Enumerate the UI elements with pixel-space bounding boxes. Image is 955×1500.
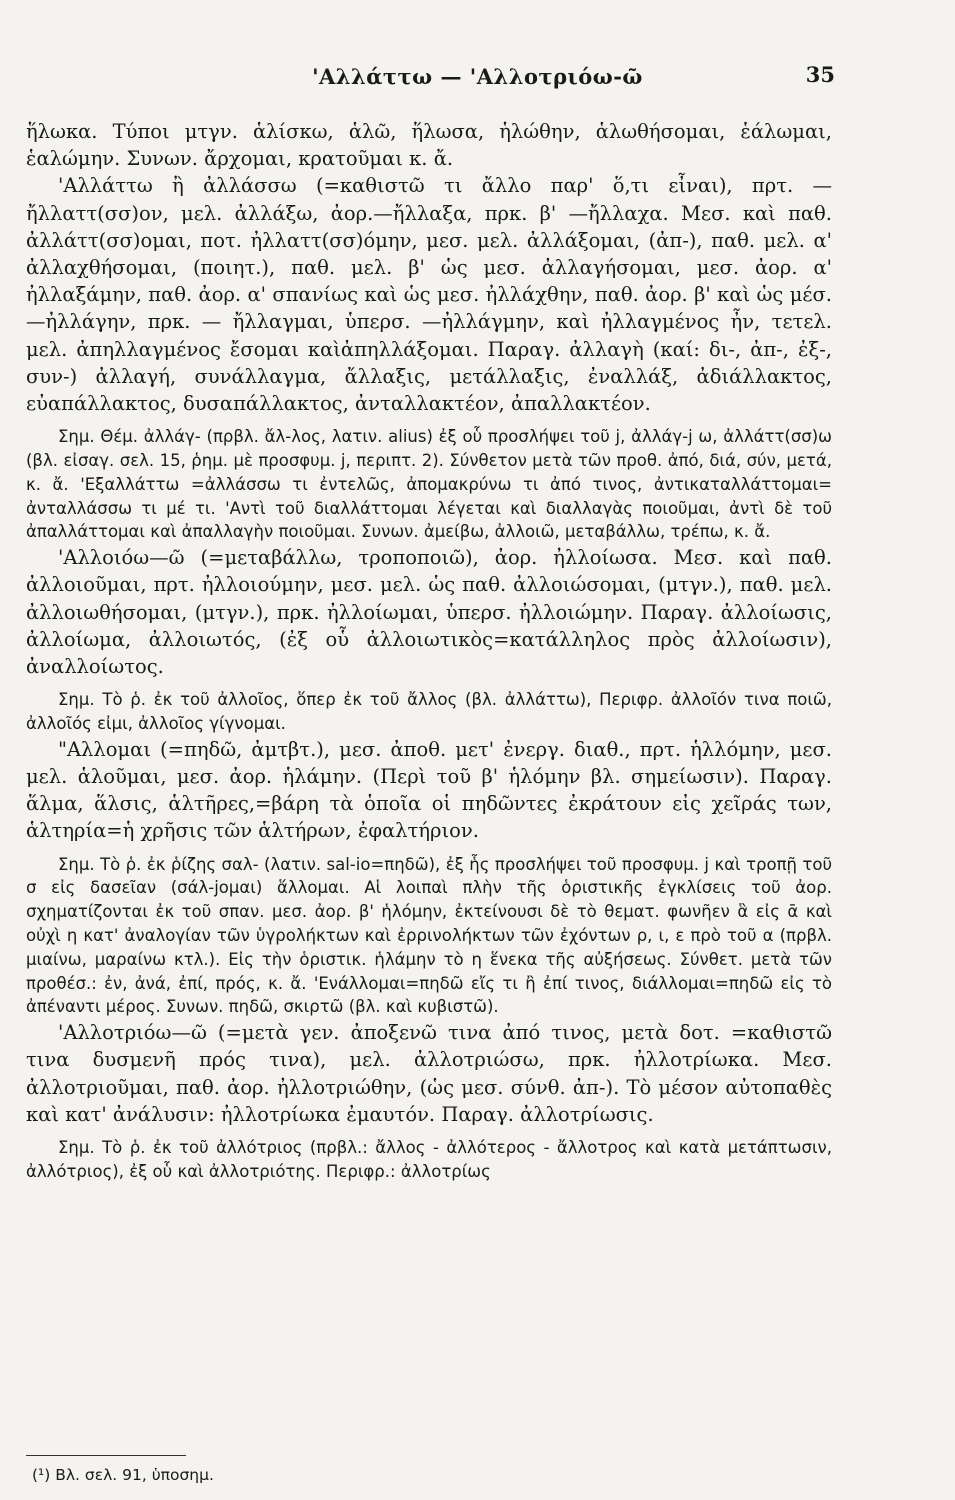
note-allomai: Σημ. Τὸ ῥ. ἐκ ῥίζης σαλ- (λατιν. sal-io=πηδῶ), ἐξ ἧς προσλήψει τοῦ προσφυμ. j καὶ τροπῇ τοῦ σ εἰς δασεῖαν (σάλ-jομαι) ἅλλομαι. Αἱ λοιπαὶ πλὴν τῆς ὁριστικῆς ἐγκλίσεις τοῦ ἀορ. σχηματίζονται ἐκ τοῦ σπαν. μεσ. ἀορ. β' ἡλόμην, ἐκτείνουσι δὲ τὸ θεματ. φωνῆεν ἃ εἰς ᾱ καὶ οὐχὶ η κατ' ἀναλογίαν τῶν ὑγρολήκτων καὶ ἐρρινολήκτων τῶν ἐχόντων ρ, ι, ε πρὸ τοῦ α (πρβλ. μιαίνω, μαραίνω κτλ.). Εἰς τὴν ὁριστικ. ἡλάμην τὸ η ἕνεκα τῆς αὐξήσεως. Σύνθετ. μετὰ τῶν προθέσ.: ἐν, ἀνά, ἐπί, πρός, κ. ἄ. 'Ενάλλομαι=πηδῶ εἴς τι ἢ ἐπί τινος, διάλλομαι=πηδῶ εἰς τὸ ἀπέναντι μέρος. Συνων. πηδῶ, σκιρτῶ (βλ. καὶ κυβιστῶ). <box>26 854 832 1017</box>
entry-allatto: 'Αλλάττω ἢ ἀλλάσσω (=καθιστῶ τι ἄλλο παρ' ὅ,τι εἶναι), πρτ. —ἤλλαττ(σσ)ον, μελ. ἀλλάξω, ἀορ.—ἤλλαξα, πρκ. β' —ἤλλαχα. Μεσ. καὶ παθ. ἀλλάττ(σσ)ομαι, ποτ. ἠλλαττ(σσ)όμην, μεσ. μελ. ἀλλάξομαι, (ἀπ-), παθ. μελ. α' ἀλλαχθήσομαι, (ποιητ.), παθ. μελ. β' ὡς μεσ. ἀλλαγήσομαι, μεσ. ἀορ. α' ἠλλαξάμην, παθ. ἀορ. α' σπανίως καὶ ὡς μεσ. ἠλλάχθην, παθ. ἀορ. β' καὶ ὡς μέσ.—ἠλλάγην, πρκ. — ἤλλαγμαι, ὑπερσ. —ἠλλάγμην, καὶ ἠλλαγμένος ἦν, τετελ. μελ. ἀπηλλαγμένος ἔσομαι καὶἀπηλλάξομαι. Παραγ. ἀλλαγὴ (καί: δι-, ἀπ-, ἐξ-, συν-) ἀλλαγή, συνάλλαγμα, ἄλλαξις, μετάλλαξις, ἐναλλάξ, ἀδιάλλακτος, εὐαπάλλακτος, δυσαπάλλακτος, ἀνταλλακτέον, ἀπαλλακτέον. <box>26 174 832 416</box>
entry-allomai: "Αλλομαι (=πηδῶ, ἀμτβτ.), μεσ. ἀποθ. μετ' ἐνεργ. διαθ., πρτ. ἡλλόμην, μεσ. μελ. ἁλοῦμαι, μεσ. ἀορ. ἡλάμην. (Περὶ τοῦ β' ἡλόμην βλ. σημείωσιν). Παραγ. ἅλμα, ἅλσις, ἁλτῆρες,=βάρη τὰ ὁποῖα οἱ πηδῶντες ἐκράτουν εἰς χεῖράς των, ἁλτηρία=ἡ χρῆσις τῶν ἁλτήρων, ἐφαλτήριον. <box>26 737 832 843</box>
page-number: 35 <box>805 62 835 87</box>
entry-allotrioo: 'Αλλοτριόω—ῶ (=μετὰ γεν. ἀποξενῶ τινα ἀπό τινος, μετὰ δοτ. =καθιστῶ τινα δυσμενῆ πρός τινα), μελ. ἀλλοτριώσω, πρκ. ἠλλοτρίωκα. Μεσ. ἀλλοτριοῦμαι, παθ. ἀορ. ἠλλοτριώθην, (ὡς μεσ. σύνθ. ἀπ-). Τὸ μέσον αὐτοπαθὲς καὶ κατ' ἀνάλυσιν: ἠλλοτρίωκα ἐμαυτόν. Παραγ. ἀλλοτρίωσις. <box>26 1021 832 1126</box>
note-allatto: Σημ. Θέμ. ἀλλάγ- (πρβλ. ἄλ-λος, λατιν. alius) ἐξ οὗ προσλήψει τοῦ j, ἀλλάγ-j ω, ἀλλάττ(σσ)ω (βλ. εἰσαγ. σελ. 15, ῥημ. μὲ προσφυμ. j, περιπτ. 2). Σύνθετον μετὰ τῶν προθ. ἀπό, διά, σύν, μετά, κ. ἄ. 'Εξαλλάττω =ἀλλάσσω τι ἐντελῶς, ἀπομακρύνω τι ἀπό τινος, ἀντικαταλλάττομαι= ἀνταλλάσσω τι μέ τι. 'Αντὶ τοῦ διαλλάττομαι λέγεται καὶ διαλλαγὰς ποιοῦμαι, ἀντὶ δὲ τοῦ ἀπαλλάττομαι καὶ ἀπαλλαγὴν ποιοῦμαι. Συνων. ἀμείβω, ἀλλοιῶ, μεταβάλλω, τρέπω, κ. ἄ. <box>26 427 832 542</box>
entry-alloioo: 'Αλλοιόω—ῶ (=μεταβάλλω, τροποποιῶ), ἀορ. ἠλλοίωσα. Μεσ. καὶ παθ. ἀλλοιοῦμαι, πρτ. ἠλλοιούμην, μεσ. μελ. ὡς παθ. ἀλλοιώσομαι, (μτγν.), παθ. μελ. ἀλλοιωθήσομαι, (μτγν.), πρκ. ἠλλοίωμαι, ὑπερσ. ἠλλοιώμην. Παραγ. ἀλλοίωσις, ἀλλοίωμα, ἀλλοιωτός, (ἐξ οὗ ἀλλοιωτικὸς=κατάλληλος πρὸς ἀλλοίωσιν), ἀναλλοίωτος. <box>26 546 832 679</box>
body-text <box>26 118 832 1184</box>
note-allotrioo: Σημ. Τὸ ῥ. ἐκ τοῦ ἀλλότριος (πρβλ.: ἄλλος - ἀλλότερος - ἄλλοτρος καὶ κατὰ μετάπτωσιν, ἀλλότριος), ἐξ οὗ καὶ ἀλλοτριότης. Περιφρ.: ἀλλοτρίως <box>26 1138 832 1181</box>
entry-continuation: ἥλωκα. Τύποι μτγν. ἁλίσκω, ἁλῶ, ἥλωσα, ἡλώθην, ἁλωθήσομαι, ἑάλωμαι, ἑαλώμην. Συνων. ἄρχομαι, κρατοῦμαι κ. ἄ. <box>26 120 832 171</box>
running-head: 'Αλλάττω — 'Αλλοτριόω-ῶ <box>312 64 643 89</box>
note-alloioo: Σημ. Τὸ ῥ. ἐκ τοῦ ἀλλοῖος, ὅπερ ἐκ τοῦ ἄλλος (βλ. ἀλλάττω), Περιφρ. ἀλλοῖόν τινα ποιῶ, ἀλλοῖός εἰμι, ἀλλοῖος γίγνομαι. <box>26 690 832 734</box>
footnote: (¹) Βλ. σελ. 91, ὑποσημ. <box>32 1466 214 1484</box>
footnote-divider <box>26 1455 186 1456</box>
